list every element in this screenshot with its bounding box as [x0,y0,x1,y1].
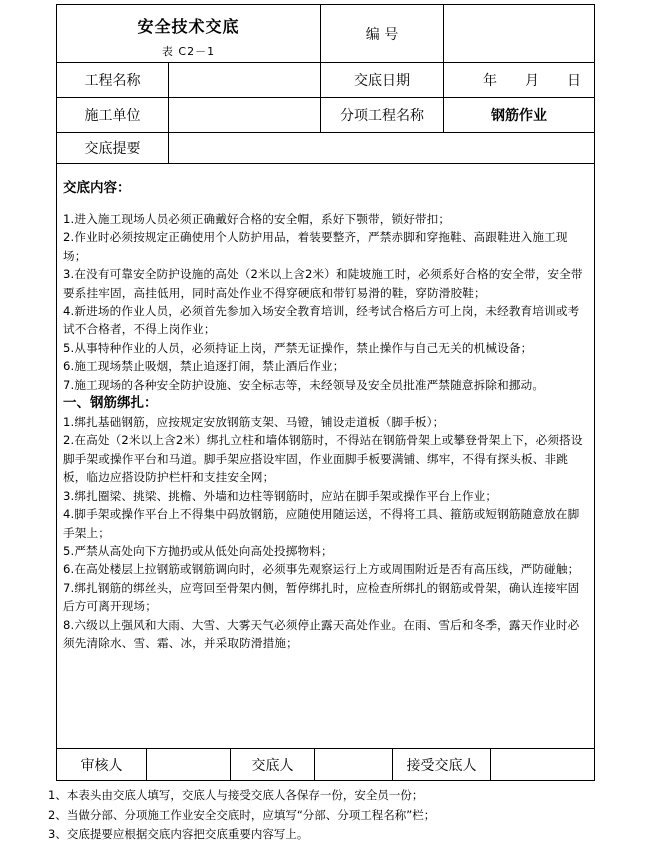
section-item: 2.在高处（2米以上含2米）绑扎立柱和墙体钢筋时，不得站在钢筋骨架上或攀登骨架上下，必须搭设脚手架或操作平台和马道。脚手架应搭设牢固，作业面脚手板要满铺、绑牢，不得有探头板、非跳板，临边应搭设防护栏杆和支挂安全网； [63,433,583,485]
receiver-value [491,749,594,780]
summary-label: 交底提要 [57,133,169,163]
reviewer-value [147,749,231,780]
content-cell [57,164,594,748]
date-value [444,63,594,97]
presenter-label: 交底人 [231,749,315,780]
section-title: 一、钢筋绑扎： [63,395,158,412]
section-item: 4.脚手架或操作平台上不得集中码放钢筋，应随使用随运送，不得将工具、箍筋或短钢筋随意放在脚手架上； [63,507,580,540]
section-item: 6.在高处楼层上拉钢筋或钢筋调向时，必须事先观察运行上方或周围附近是否有高压线，严防碰触； [63,562,580,577]
receiver-label: 接受交底人 [393,749,491,780]
summary-row [57,133,594,164]
general-item: 3.在没有可靠安全防护设施的高处（2米以上含2米）和陡坡施工时，必须系好合格的安全带，安全带要系挂牢固，高挂低用，同时高处作业不得穿硬底和带钉易滑的鞋，穿防滑胶鞋； [63,267,583,300]
section-item: 1.绑扎基础钢筋，应按规定安放钢筋支架、马镫，铺设走道板（脚手板）； [63,415,445,430]
construction-unit-label: 施工单位 [57,98,169,132]
sub-project-label: 分项工程名称 [321,98,444,132]
section-item: 7.绑扎钢筋的绑丝头，应弯回至骨架内侧，暂停绑扎时，应检查所绑扎的钢筋或骨架，确认连接牢固后方可离开现场； [63,580,580,614]
footnotes [48,786,628,845]
project-name-label: 工程名称 [57,63,169,97]
general-item: 1.进入施工现场人员必须正确戴好合格的安全帽，系好下颚带，锁好带扣； [63,212,451,226]
number-label: 编 号 [321,5,444,62]
general-item: 2.作业时必须按规定正确使用个人防护用品，着装要整齐，严禁赤脚和穿拖鞋、高跟鞋进入施工现场； [63,230,568,263]
general-item: 4.新进场的作业人员，必须首先参加入场安全教育培训，经考试合格后方可上岗，未经教育培训或考试不合格者，不得上岗作业； [63,304,580,337]
section-item: 3.绑扎圈梁、挑梁、挑檐、外墙和边柱等钢筋时，应站在脚手架或操作平台上作业； [63,488,498,503]
general-item: 7.施工现场的各种安全防护设施、安全标志等，未经领导及安全员批准严禁随意拆除和挪动。 [63,377,545,392]
signature-row [57,749,594,780]
construction-unit-value [169,98,321,132]
header-row [57,5,594,63]
footnote: 2、当做分部、分项施工作业安全交底时，应填写“分部、分项工程名称”栏； [48,807,436,822]
disclosure-form [56,4,595,781]
footnote: 1、本表头由交底人填写，交底人与接受交底人各保存一份，安全员一份； [48,788,424,802]
number-value [444,5,594,62]
date-label: 交底日期 [321,63,444,97]
sub-project-value: 钢筋作业 [491,108,547,124]
form-title: 安全技术交底 [137,17,240,36]
title-cell [57,5,321,62]
footnote: 3、交底提要应根据交底内容把交底重要内容写上。 [48,827,309,841]
date-year: 年 [483,73,497,89]
date-month: 月 [525,73,539,89]
presenter-value [315,749,393,780]
form-code: 表 C2－1 [161,45,216,58]
reviewer-label: 审核人 [57,749,147,780]
content-heading: 交底内容： [63,180,131,196]
general-item: 6.施工现场禁止吸烟，禁止追逐打闹，禁止酒后作业； [63,359,345,374]
project-name-value [169,63,321,97]
section-item: 5.严禁从高处向下方抛扔或从低处向高处投掷物料； [63,543,333,558]
unit-row [57,98,594,133]
date-day: 日 [567,73,581,89]
general-item: 5.从事特种作业的人员，必须持证上岗，严禁无证操作，禁止操作与自己无关的机械设备； [63,340,533,355]
section-item: 8.六级以上强风和大雨、大雪、大雾天气必须停止露天高处作业。在雨、雪后和冬季，露天作业时必须先清除水、雪、霜、冰，并采取防滑措施； [63,617,580,650]
content-row [57,164,594,749]
summary-value [169,133,594,163]
project-row [57,63,594,98]
